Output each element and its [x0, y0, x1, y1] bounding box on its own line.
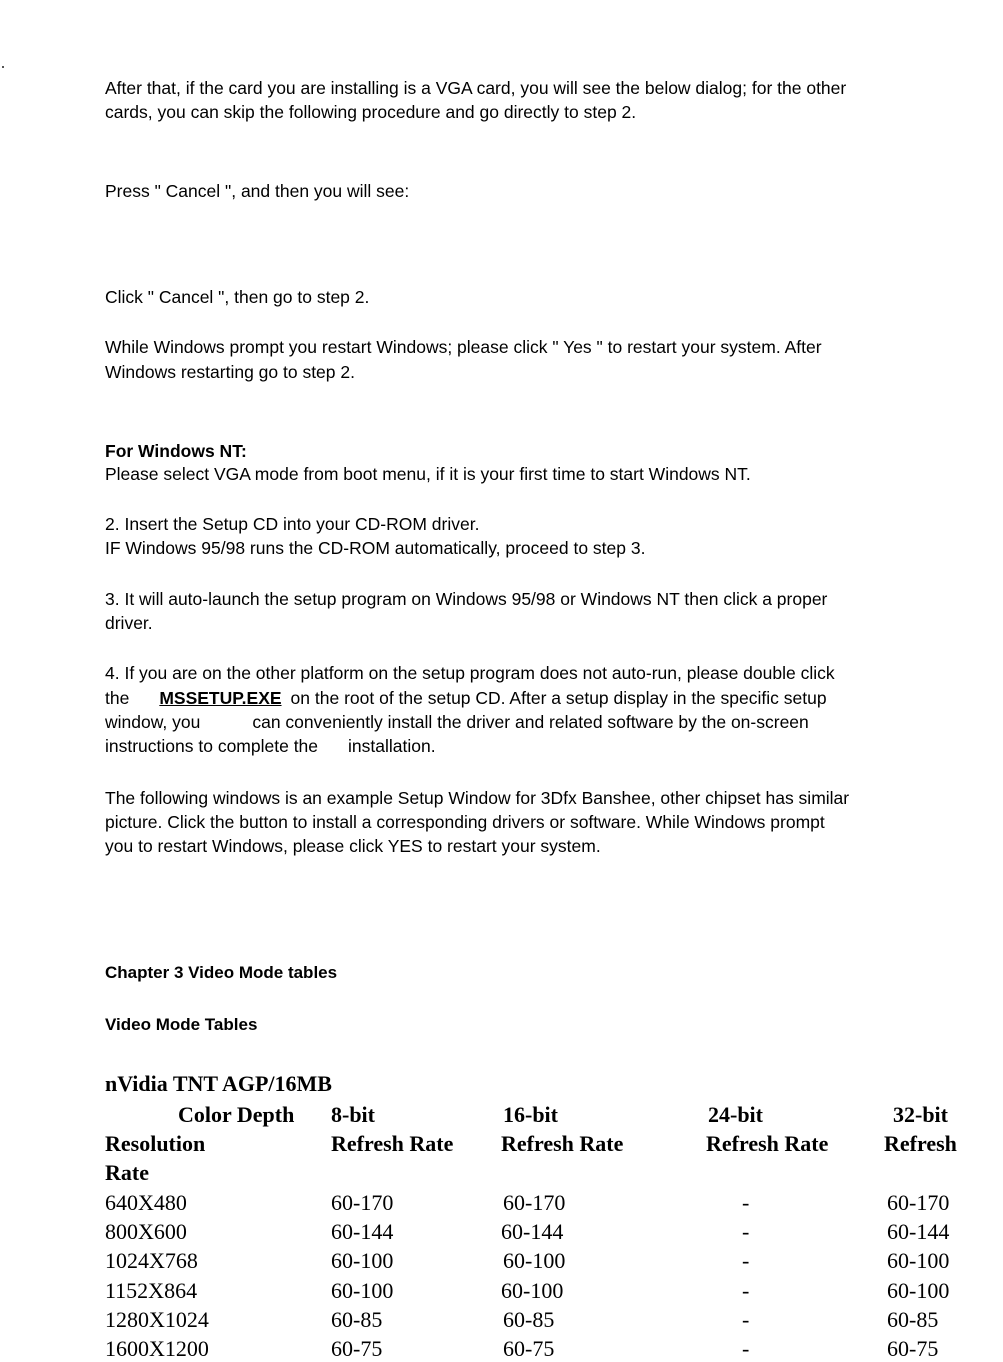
chapter-heading: Chapter 3 Video Mode tables [105, 963, 338, 982]
table-cell-32bit: 60-170 [887, 1190, 950, 1215]
table-cell-8bit: 60-85 [331, 1307, 383, 1332]
table-cell-24bit: - [742, 1248, 750, 1273]
restart-line-1: While Windows prompt you restart Windows; please click " Yes " to restart your system. After [105, 337, 822, 357]
table-cell-16bit: 60-144 [501, 1219, 564, 1244]
depth-24bit: 24-bit [708, 1102, 763, 1127]
intro-line-2: cards, you can skip the following procedure and go directly to step 2. [105, 102, 637, 122]
table-cell-32bit: 60-75 [887, 1336, 939, 1361]
table-cell-24bit: - [742, 1307, 750, 1332]
intro-line-1: After that, if the card you are installing is a VGA card, you will see the below dialog; for the other [105, 78, 847, 98]
table-cell-8bit: 60-75 [331, 1336, 383, 1361]
table-cell-8bit: 60-100 [331, 1248, 394, 1273]
table-cell-resolution: 800X600 [105, 1219, 187, 1244]
table-cell-24bit: - [742, 1278, 750, 1303]
table-cell-32bit: 60-100 [887, 1248, 950, 1273]
step-4-window-you: window, you [105, 712, 201, 732]
table-cell-24bit: - [742, 1219, 750, 1244]
refresh-rate-16bit: Refresh Rate [501, 1131, 624, 1156]
table-cell-16bit: 60-75 [503, 1336, 555, 1361]
depth-32bit: 32-bit [893, 1102, 948, 1127]
table-cell-16bit: 60-100 [501, 1278, 564, 1303]
step-4-instructions: instructions to complete the [105, 736, 319, 756]
step-4-line-3-rest: can conveniently install the driver and related software by the on-screen [252, 712, 809, 732]
step-2-line-1: 2. Insert the Setup CD into your CD-ROM driver. [105, 514, 480, 534]
step-3-line-1: 3. It will auto-launch the setup program on Windows 95/98 or Windows NT then click a proper [105, 589, 828, 609]
press-cancel-text: Press " Cancel ", and then you will see: [105, 181, 410, 201]
table-cell-8bit: 60-144 [331, 1219, 394, 1244]
example-line-3: you to restart Windows, please click YES to restart your system. [105, 836, 601, 856]
table-cell-16bit: 60-170 [503, 1190, 566, 1215]
step-4-the: the [105, 688, 130, 708]
table-cell-24bit: - [742, 1336, 750, 1361]
step-4-line-2 [105, 686, 1003, 710]
scan-speck [2, 66, 4, 68]
table-cell-resolution: 1280X1024 [105, 1307, 209, 1332]
step-4-line-3 [105, 710, 1003, 734]
table-cell-32bit: 60-85 [887, 1307, 939, 1332]
table-cell-16bit: 60-85 [503, 1307, 555, 1332]
step-2-line-2: IF Windows 95/98 runs the CD-ROM automatically, proceed to step 3. [105, 538, 646, 558]
example-line-2: picture. Click the button to install a corresponding drivers or software. While Windows prompt [105, 812, 825, 832]
step-4-line-2-rest: on the root of the setup CD. After a setup display in the specific setup [290, 688, 827, 708]
color-depth-label: Color Depth [178, 1102, 295, 1127]
video-mode-tables-heading: Video Mode Tables [105, 1015, 258, 1034]
restart-line-2: Windows restarting go to step 2. [105, 362, 355, 382]
table-cell-resolution: 1024X768 [105, 1248, 198, 1273]
step-4-line-1: 4. If you are on the other platform on the setup program does not auto-run, please double click [105, 663, 835, 683]
windows-nt-heading: For Windows NT: [105, 441, 247, 461]
step-4-line-4 [105, 734, 1003, 758]
table-cell-8bit: 60-100 [331, 1278, 394, 1303]
example-line-1: The following windows is an example Setup Window for 3Dfx Banshee, other chipset has similar [105, 788, 850, 808]
step-3-line-2: driver. [105, 613, 153, 633]
table-cell-resolution: 1600X1200 [105, 1336, 209, 1361]
windows-nt-text: Please select VGA mode from boot menu, if it is your first time to start Windows NT. [105, 464, 751, 484]
depth-8bit: 8-bit [331, 1102, 375, 1127]
mssetup-exe-link[interactable]: MSSETUP.EXE [159, 688, 282, 708]
table-title: nVidia TNT AGP/16MB [105, 1071, 332, 1096]
table-cell-8bit: 60-170 [331, 1190, 394, 1215]
table-cell-resolution: 640X480 [105, 1190, 187, 1215]
refresh-32bit: Refresh [884, 1131, 957, 1156]
table-cell-32bit: 60-144 [887, 1219, 950, 1244]
table-cell-resolution: 1152X864 [105, 1278, 198, 1303]
table-cell-32bit: 60-100 [887, 1278, 950, 1303]
refresh-rate-8bit: Refresh Rate [331, 1131, 454, 1156]
refresh-rate-24bit: Refresh Rate [706, 1131, 829, 1156]
resolution-header: Resolution [105, 1131, 206, 1156]
step-4-installation: installation. [348, 736, 436, 756]
table-cell-24bit: - [742, 1190, 750, 1215]
depth-16bit: 16-bit [503, 1102, 558, 1127]
rate-word: Rate [105, 1160, 149, 1185]
table-cell-16bit: 60-100 [503, 1248, 566, 1273]
click-cancel-text: Click " Cancel ", then go to step 2. [105, 287, 370, 307]
